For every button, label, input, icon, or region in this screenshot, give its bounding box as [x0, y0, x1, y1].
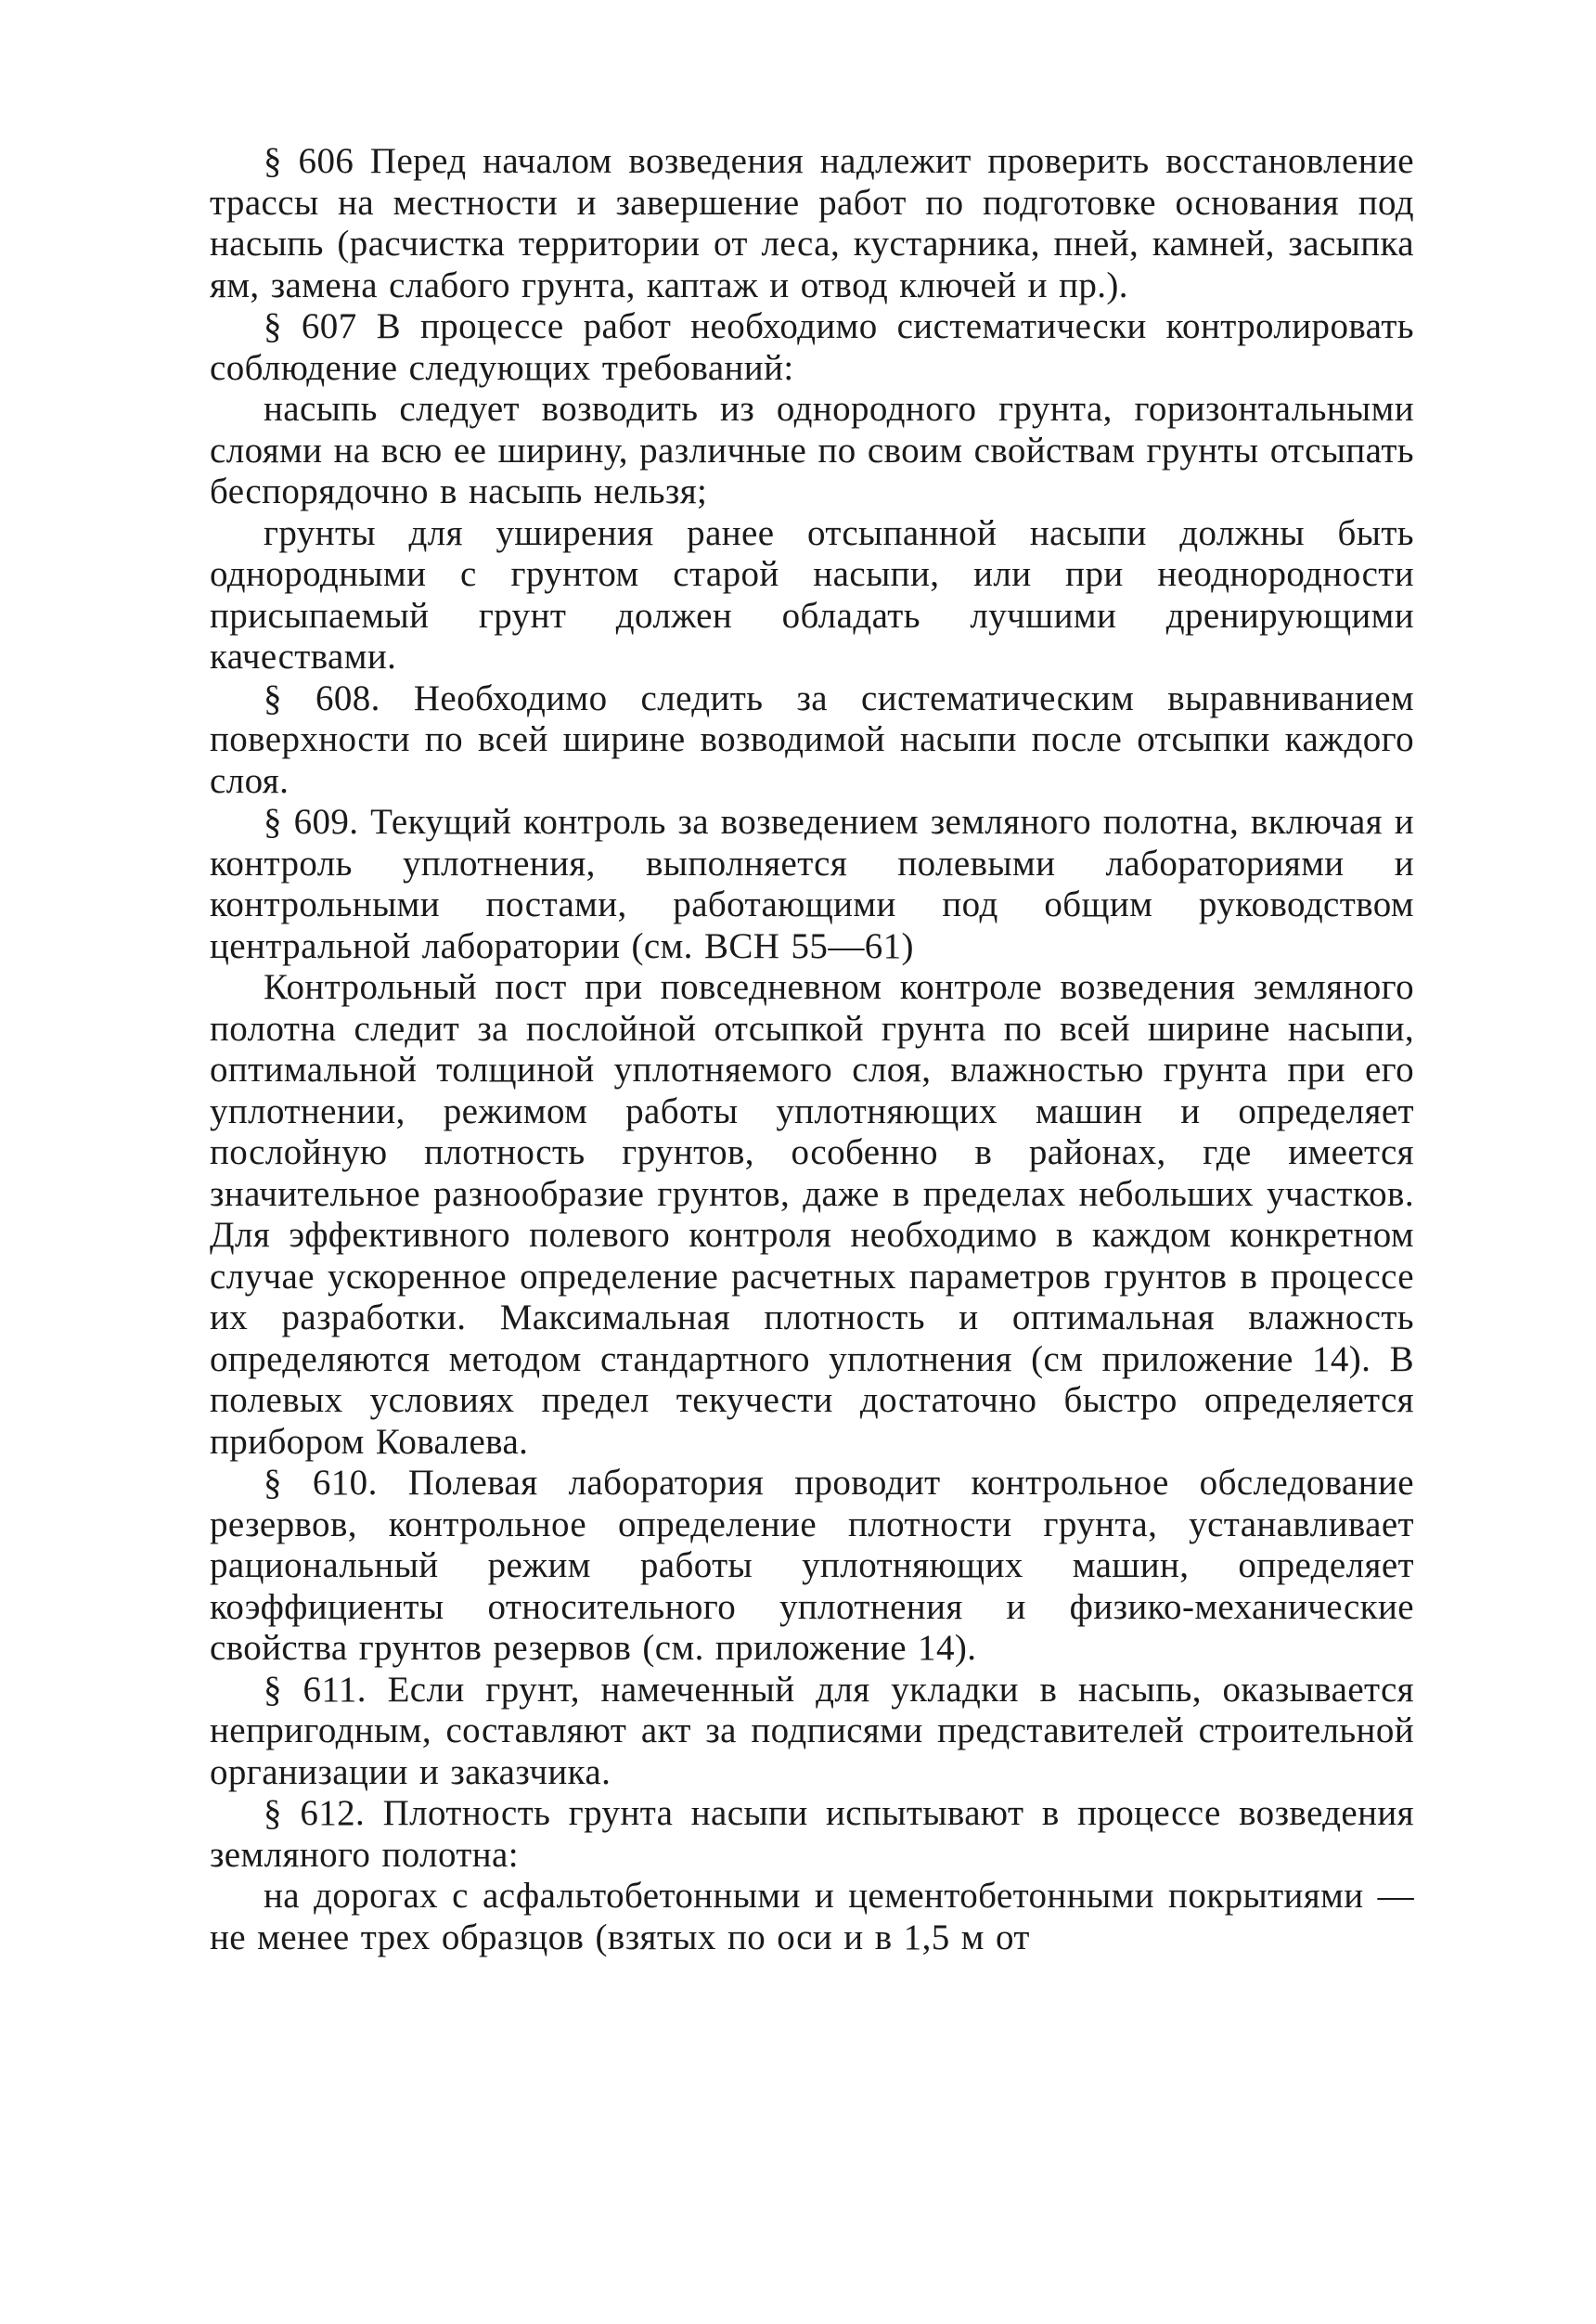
paragraph-607: § 607 В процессе работ необходимо систематически контролировать соблюдение следующих требований:	[210, 306, 1414, 388]
paragraph-610: § 610. Полевая лаборатория проводит контрольное обследование резервов, контрольное определение плотности грунта, устанавливает рациональный режим работы уплотняющих машин, определяет коэффициенты относительного уплотнения и физико-механические свойства грунтов резервов (см. приложение 14).	[210, 1463, 1414, 1668]
paragraph-609-control-post: Контрольный пост при повседневном контроле возведения земляного полотна следит за послойной отсыпкой грунта по всей ширине насыпи, оптимальной толщиной уплотняемого слоя, влажностью грунта при его уплотнении, режимом работы уплотняющих машин и определяет послойную плотность грунтов, особенно в районах, где имеется значительное разнообразие грунтов, даже в пределах небольших участков. Для эффективного полевого контроля необходимо в каждом конкретном случае ускоренное определение расчетных параметров грунтов в процессе их разработки. Максимальная плотность и оптимальная влажность определяются методом стандартного уплотнения (см приложение 14). В полевых условиях предел текучести достаточно быстро определяется прибором Ковалева.	[210, 967, 1414, 1462]
paragraph-611: § 611. Если грунт, намеченный для укладки в насыпь, оказывается непригодным, составляют акт за подписями представителей строительной организации и заказчика.	[210, 1669, 1414, 1792]
paragraph-612: § 612. Плотность грунта насыпи испытывают в процессе возведения земляного полотна:	[210, 1793, 1414, 1875]
paragraph-606: § 606 Перед началом возведения надлежит проверить восстановление трассы на местности и завершение работ по подготовке основания под насыпь (расчистка территории от леса, кустарника, пней, камней, засыпка ям, замена слабого грунта, каптаж и отвод ключей и пр.).	[210, 141, 1414, 305]
paragraph-608: § 608. Необходимо следить за систематическим выравниванием поверхности по всей ширине возводимой насыпи после отсыпки каждого слоя.	[210, 678, 1414, 801]
paragraph-607-item-2: грунты для уширения ранее отсыпанной насыпи должны быть однородными с грунтом старой насыпи, или при неоднородности присыпаемый грунт должен обладать лучшими дренирующими качествами.	[210, 512, 1414, 677]
paragraph-609: § 609. Текущий контроль за возведением земляного полотна, включая и контроль уплотнения, выполняется полевыми лабораториями и контрольными постами, работающими под общим руководством центральной лаборатории (см. ВСН 55—61)	[210, 802, 1414, 966]
paragraph-607-item-1: насыпь следует возводить из однородного грунта, горизонтальными слоями на всю ее ширину, различные по своим свойствам грунты отсыпать беспорядочно в насыпь нельзя;	[210, 389, 1414, 511]
document-body	[210, 141, 1414, 1958]
paragraph-612-item-1: на дорогах с асфальтобетонными и цементобетонными покрытиями — не менее трех образцов (взятых по оси и в 1,5 м от	[210, 1876, 1414, 1957]
